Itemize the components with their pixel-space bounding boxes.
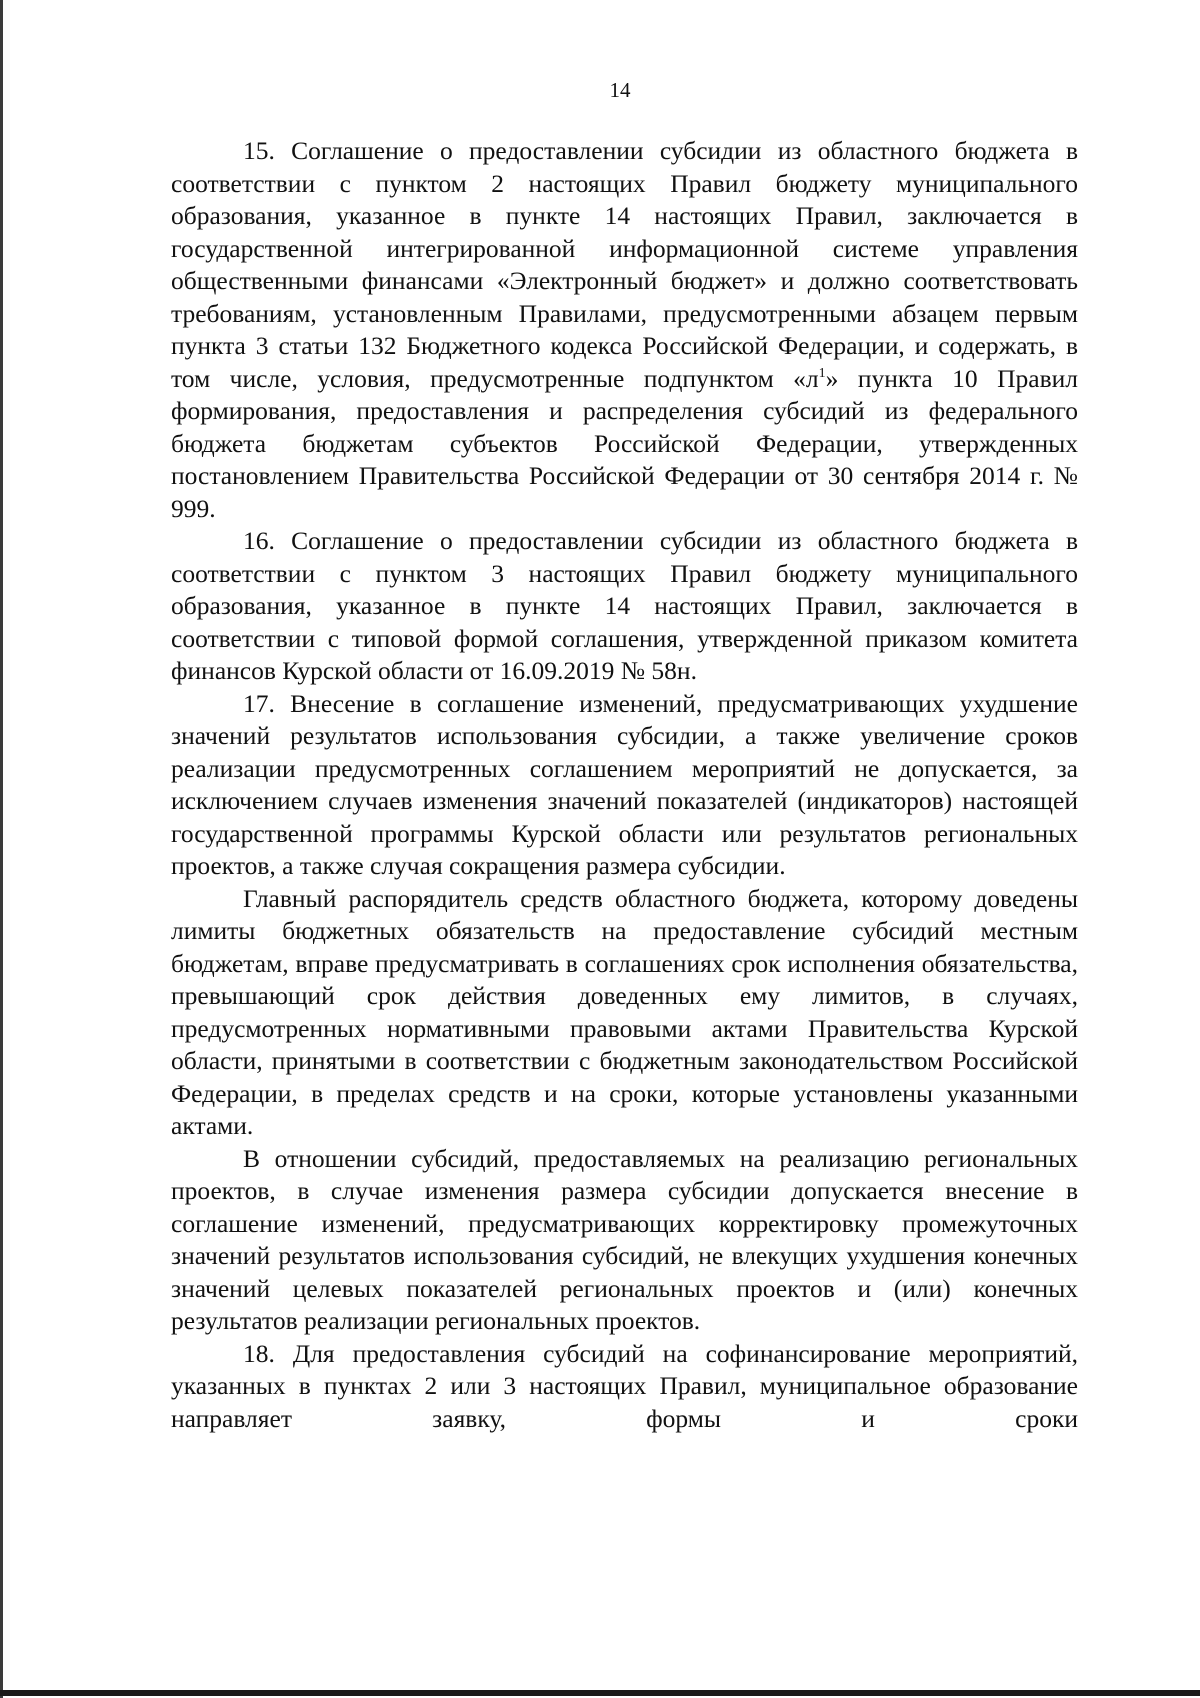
scan-edge-left — [0, 0, 3, 1698]
paragraph-15 — [171, 135, 1078, 525]
paragraph-15-text-end: » пункта 10 Правил формирования, предоставления и распределения субсидий из федерального бюджета бюджетам субъектов Российской Федерации, утвержденных постановлением Правительства Российской Федерации от 30 сентября 2014 г. № 999. — [171, 363, 1078, 523]
paragraph-16: 16. Соглашение о предоставлении субсидии из областного бюджета в соответствии с пунктом 3 настоящих Правил бюджету муниципального образования, указанное в пункте 14 настоящих Правил, заключается в соответствии с типовой формой соглашения, утвержденной приказом комитета финансов Курской области от 16.09.2019 № 58н. — [171, 526, 1078, 685]
paragraph-17-limits: Главный распорядитель средств областного бюджета, которому доведены лимиты бюджетных обязательств на предоставление субсидий местным бюджетам, вправе предусматривать в соглашениях срок исполнения обязательства, превышающий срок действия доведенных ему лимитов, в случаях, предусмотренных нормативными правовыми актами Правительства Курской области, принятыми в соответствии с бюджетным законодательством Российской Федерации, в пределах средств и на сроки, которые установлены указанными актами. — [171, 883, 1078, 1140]
paragraph-15-text: 15. Соглашение о предоставлении субсидии из областного бюджета в соответствии с пунктом 2 настоящих Правил бюджету муниципального образования, указанное в пункте 14 настоящих Правил, заключается в государственной интегрированной информационной системе управления общественными финансами «Электронный бюджет» и должно соответствовать требованиям, установленным Правилами, предусмотренными абзацем первым пункта 3 статьи 132 Бюджетного кодекса Российской Федерации, и содержать, в том числе, условия, предусмотренные подпунктом «л — [171, 136, 1078, 393]
superscript-mark: 1 — [818, 365, 826, 381]
paragraph-17: 17. Внесение в соглашение изменений, предусматривающих ухудшение значений результатов использования субсидии, а также увеличение сроков реализации предусмотренных соглашением мероприятий не допускается, за исключением случаев изменения значений показателей (индикаторов) настоящей государственной программы Курской области или результатов региональных проектов, а также случая сокращения размера субсидии. — [171, 688, 1078, 880]
document-body — [171, 135, 1078, 1435]
page-number: 14 — [609, 78, 631, 102]
scan-edge-bottom — [0, 1690, 1200, 1696]
paragraph-18: 18. Для предоставления субсидий на софинансирование мероприятий, указанных в пунктах 2 или 3 настоящих Правил, муниципальное образование направляет заявку, формы и сроки — [171, 1338, 1078, 1433]
paragraph-17-regional-projects: В отношении субсидий, предоставляемых на реализацию региональных проектов, в случае изменения размера субсидии допускается внесение в соглашение изменений, предусматривающих корректировку промежуточных значений результатов использования субсидий, не влекущих ухудшения конечных значений целевых показателей региональных проектов и (или) конечных результатов реализации региональных проектов. — [171, 1143, 1078, 1335]
